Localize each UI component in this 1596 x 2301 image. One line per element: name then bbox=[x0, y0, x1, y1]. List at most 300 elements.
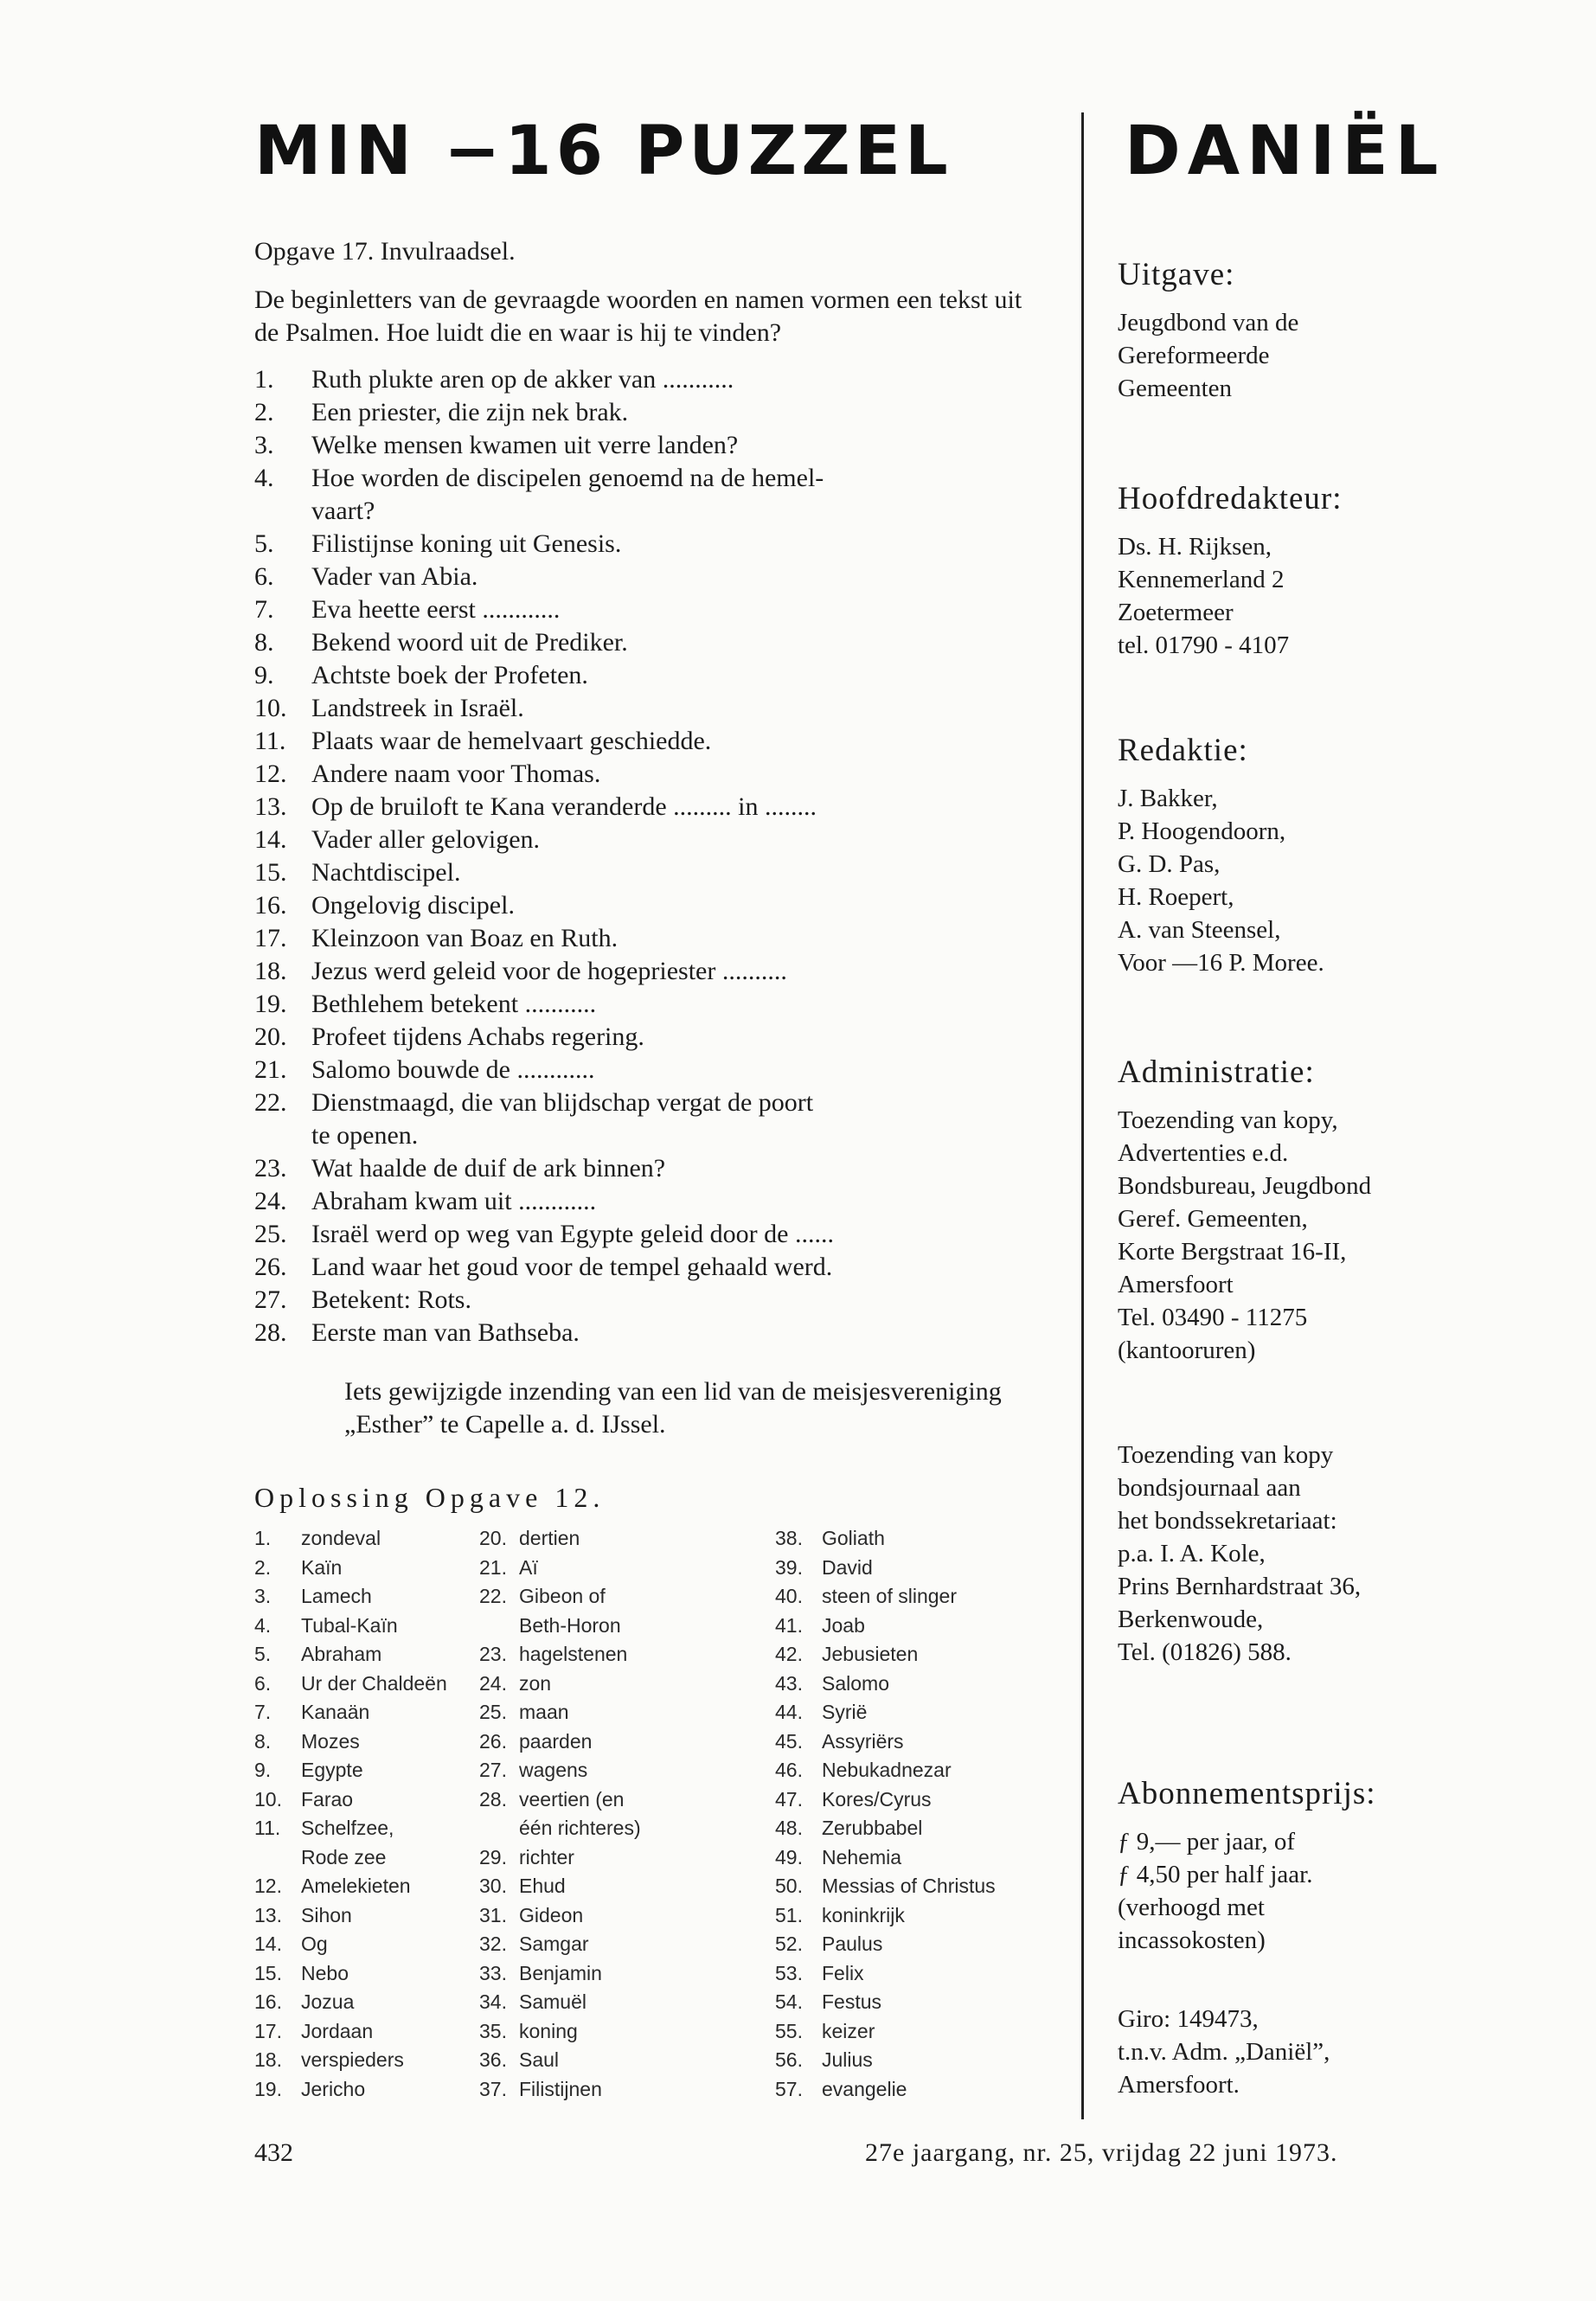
solution-number: 35. bbox=[479, 2019, 507, 2042]
question-number: 18. bbox=[254, 957, 287, 985]
solution-word: Tubal-Kaïn bbox=[301, 1613, 398, 1637]
question-number: 20. bbox=[254, 1022, 287, 1051]
question-item bbox=[254, 1021, 1043, 1054]
question-number: 13. bbox=[254, 792, 287, 821]
solution-word: Benjamin bbox=[519, 1961, 602, 1984]
question-text: Welke mensen kwamen uit verre landen? bbox=[311, 431, 739, 459]
solution-number: 32. bbox=[479, 1932, 507, 1955]
solution-word: Saul bbox=[519, 2048, 560, 2071]
giro-block bbox=[1118, 2003, 1481, 2101]
solution-word: keizer bbox=[822, 2019, 875, 2042]
solution-number: 23. bbox=[479, 1643, 507, 1665]
solution-number: 41. bbox=[775, 1613, 803, 1637]
uitgave-block bbox=[1118, 256, 1481, 405]
colophon-line: incassokosten) bbox=[1118, 1926, 1266, 1954]
colophon-line: ƒ 9,— per jaar, of bbox=[1118, 1828, 1295, 1856]
solution-word: Samgar bbox=[519, 1932, 589, 1955]
solution-item bbox=[775, 1670, 1069, 1699]
question-number: 4. bbox=[254, 464, 274, 492]
colophon-line: J. Bakker, bbox=[1118, 785, 1218, 812]
question-number: 27. bbox=[254, 1285, 287, 1314]
solution-number: 39. bbox=[775, 1555, 803, 1579]
solution-word: Syrië bbox=[822, 1701, 868, 1723]
solution-item bbox=[775, 1582, 1069, 1612]
solution-word: Og bbox=[301, 1932, 328, 1955]
question-number: 3. bbox=[254, 431, 274, 459]
solution-item bbox=[479, 1582, 773, 1612]
question-number: 22. bbox=[254, 1088, 287, 1117]
colophon-line: Geref. Gemeenten, bbox=[1118, 1205, 1308, 1233]
question-item bbox=[254, 528, 1043, 561]
solution-item bbox=[775, 1727, 1069, 1757]
question-number: 24. bbox=[254, 1187, 287, 1215]
solution-number: 27. bbox=[479, 1759, 507, 1781]
solution-word: richter bbox=[519, 1845, 574, 1868]
question-text: Vader aller gelovigen. bbox=[311, 825, 541, 854]
issue-info: 27e jaargang, nr. 25, vrijdag 22 juni 1973. bbox=[865, 2138, 1338, 2167]
solution-word: verspieders bbox=[301, 2048, 404, 2071]
question-number: 7. bbox=[254, 595, 274, 624]
solution-item bbox=[775, 1785, 1069, 1815]
question-text: Abraham kwam uit ............ bbox=[311, 1187, 597, 1215]
solution-word: Felix bbox=[822, 1961, 864, 1984]
solution-word: Paulus bbox=[822, 1932, 883, 1955]
colophon-line: P. Hoogendoorn, bbox=[1118, 817, 1286, 845]
question-item bbox=[254, 922, 1043, 955]
solution-number: 8. bbox=[254, 1729, 272, 1753]
colophon-line: A. van Steensel, bbox=[1118, 916, 1281, 944]
question-item bbox=[254, 725, 1043, 758]
solution-number: 34. bbox=[479, 1990, 507, 2013]
administratie-block bbox=[1118, 1054, 1481, 1367]
solution-number: 10. bbox=[254, 1787, 282, 1811]
solution-item bbox=[775, 1872, 1069, 1901]
solution-word: Festus bbox=[822, 1990, 882, 2013]
puzzle-intro: De beginletters van de gevraagde woorden en namen vormen een tekst uit de Psalmen. Hoe luidt die en waar is hij te vinden? bbox=[254, 285, 1022, 347]
solution-number: 30. bbox=[479, 1875, 507, 1897]
solution-number bbox=[479, 1612, 519, 1641]
question-number: 25. bbox=[254, 1220, 287, 1248]
question-list bbox=[254, 363, 1043, 1349]
solution-number: 20. bbox=[479, 1527, 507, 1549]
solution-item bbox=[479, 1930, 773, 1959]
solution-word: één richteres) bbox=[519, 1817, 641, 1839]
question-item bbox=[254, 955, 1043, 988]
question-item bbox=[254, 1152, 1043, 1185]
solution-word: Gibeon of bbox=[519, 1585, 606, 1607]
solution-number: 2. bbox=[254, 1555, 272, 1579]
solution-item bbox=[479, 1959, 773, 1989]
question-text: Betekent: Rots. bbox=[311, 1285, 471, 1314]
solution-number: 42. bbox=[775, 1643, 803, 1665]
solution-word: Gideon bbox=[519, 1903, 584, 1926]
solution-item bbox=[775, 1640, 1069, 1670]
question-item bbox=[254, 396, 1043, 429]
solution-word: hagelstenen bbox=[519, 1643, 628, 1665]
solution-item bbox=[775, 1612, 1069, 1641]
question-text: Filistijnse koning uit Genesis. bbox=[311, 529, 622, 558]
question-text: Jezus werd geleid voor de hogepriester .......... bbox=[311, 957, 787, 985]
solution-number: 31. bbox=[479, 1903, 507, 1926]
solution-number: 19. bbox=[254, 2077, 282, 2100]
page-number: 432 bbox=[254, 2138, 293, 2167]
solution-word: Abraham bbox=[301, 1643, 382, 1665]
solution-word: Kaïn bbox=[301, 1555, 343, 1579]
solution-number: 40. bbox=[775, 1585, 803, 1607]
solution-number: 53. bbox=[775, 1961, 803, 1984]
solution-word: Beth-Horon bbox=[519, 1613, 621, 1637]
question-text: Eerste man van Bathseba. bbox=[311, 1318, 580, 1347]
solution-number: 14. bbox=[254, 1932, 282, 1955]
solution-number: 56. bbox=[775, 2048, 803, 2071]
solution-word: Kanaän bbox=[301, 1701, 370, 1723]
solution-number: 51. bbox=[775, 1903, 803, 1926]
question-number: 2. bbox=[254, 398, 274, 426]
solution-item bbox=[479, 1988, 773, 2017]
question-item bbox=[254, 626, 1043, 659]
solution-word: koninkrijk bbox=[822, 1903, 905, 1926]
solution-item bbox=[479, 2046, 773, 2075]
solution-word: Salomo bbox=[822, 1671, 889, 1695]
question-text-continued: te openen. bbox=[311, 1121, 419, 1150]
question-text: Andere naam voor Thomas. bbox=[311, 760, 601, 788]
question-item bbox=[254, 758, 1043, 791]
colophon-line: Gemeenten bbox=[1118, 375, 1233, 402]
solution-item bbox=[775, 1554, 1069, 1583]
question-number: 23. bbox=[254, 1154, 287, 1183]
solution-item bbox=[775, 1698, 1069, 1727]
question-item bbox=[254, 1317, 1043, 1349]
colophon-line: H. Roepert, bbox=[1118, 883, 1234, 911]
question-text: Nachtdiscipel. bbox=[311, 858, 461, 887]
solution-number: 16. bbox=[254, 1990, 282, 2013]
question-item bbox=[254, 1054, 1043, 1086]
question-text: Ruth plukte aren op de akker van ........... bbox=[311, 365, 734, 394]
colophon-line: (kantooruren) bbox=[1118, 1336, 1256, 1364]
colophon-line: Prins Bernhardstraat 36, bbox=[1118, 1573, 1362, 1600]
colophon-line: Bondsbureau, Jeugdbond bbox=[1118, 1172, 1372, 1200]
question-text: Eva heette eerst ............ bbox=[311, 595, 561, 624]
question-item bbox=[254, 1086, 1043, 1152]
question-item bbox=[254, 791, 1043, 824]
solution-word: Ur der Chaldeën bbox=[301, 1671, 447, 1695]
puzzle-page-title: MIN −16 PUZZEL bbox=[254, 112, 952, 190]
solution-number: 49. bbox=[775, 1845, 803, 1868]
solution-word: steen of slinger bbox=[822, 1585, 957, 1607]
solution-word: Julius bbox=[822, 2048, 873, 2071]
solution-number: 9. bbox=[254, 1759, 272, 1781]
colophon-line: Ds. H. Rijksen, bbox=[1118, 533, 1272, 561]
question-text: Profeet tijdens Achabs regering. bbox=[311, 1022, 644, 1051]
solution-item bbox=[479, 1843, 773, 1873]
solution-item bbox=[479, 2075, 773, 2105]
question-item bbox=[254, 1218, 1043, 1251]
solution-item bbox=[775, 2017, 1069, 2047]
solution-item bbox=[479, 1814, 773, 1843]
question-number: 14. bbox=[254, 825, 287, 854]
solution-item bbox=[775, 1901, 1069, 1931]
solution-number: 17. bbox=[254, 2019, 282, 2042]
solution-word: zon bbox=[519, 1671, 552, 1695]
question-number: 17. bbox=[254, 924, 287, 952]
solution-item bbox=[775, 1756, 1069, 1785]
colophon-line: Korte Bergstraat 16-II, bbox=[1118, 1238, 1347, 1266]
colophon-line: Kennemerland 2 bbox=[1118, 566, 1285, 593]
colophon-line: Tel. (01826) 588. bbox=[1118, 1638, 1292, 1666]
question-number: 6. bbox=[254, 562, 274, 591]
solution-word: Goliath bbox=[822, 1527, 885, 1549]
solution-item bbox=[775, 1814, 1069, 1843]
question-number: 21. bbox=[254, 1055, 287, 1084]
solution-item bbox=[479, 1524, 773, 1554]
solution-word: Jebusieten bbox=[822, 1643, 919, 1665]
administratie-heading: Administratie: bbox=[1118, 1054, 1315, 1090]
solution-word: wagens bbox=[519, 1759, 588, 1781]
colophon-line: Voor —16 P. Moree. bbox=[1118, 949, 1324, 977]
question-number: 12. bbox=[254, 760, 287, 788]
question-number: 28. bbox=[254, 1318, 287, 1347]
question-item bbox=[254, 659, 1043, 692]
solution-number: 43. bbox=[775, 1671, 803, 1695]
solution-item bbox=[479, 1756, 773, 1785]
question-text: Bethlehem betekent ........... bbox=[311, 990, 597, 1018]
colophon-line: Zoetermeer bbox=[1118, 599, 1234, 626]
solution-word: Jozua bbox=[301, 1990, 355, 2013]
question-item bbox=[254, 889, 1043, 922]
solution-word: paarden bbox=[519, 1729, 593, 1753]
solution-number: 4. bbox=[254, 1613, 272, 1637]
colophon-line: Gereformeerde bbox=[1118, 342, 1270, 369]
solution-word: Ehud bbox=[519, 1875, 566, 1897]
solution-word: Filistijnen bbox=[519, 2077, 602, 2100]
uitgave-heading: Uitgave: bbox=[1118, 257, 1235, 292]
solution-word: Mozes bbox=[301, 1729, 360, 1753]
colophon-line: Berkenwoude, bbox=[1118, 1606, 1264, 1633]
solution-word: Schelfzee, bbox=[301, 1817, 394, 1839]
solution-word: dertien bbox=[519, 1527, 580, 1549]
solution-item bbox=[479, 1612, 773, 1641]
solution-number: 48. bbox=[775, 1817, 803, 1839]
question-text-continued: vaart? bbox=[311, 497, 375, 525]
solution-number: 6. bbox=[254, 1671, 272, 1695]
question-text: Wat haalde de duif de ark binnen? bbox=[311, 1154, 666, 1183]
question-number: 26. bbox=[254, 1253, 287, 1281]
question-text: Salomo bouwde de ............ bbox=[311, 1055, 595, 1084]
solution-number: 47. bbox=[775, 1787, 803, 1811]
colophon-line: Amersfoort. bbox=[1118, 2071, 1240, 2099]
solution-number: 45. bbox=[775, 1729, 803, 1753]
solution-number: 46. bbox=[775, 1759, 803, 1781]
solution-item bbox=[479, 1670, 773, 1699]
question-text: Ongelovig discipel. bbox=[311, 891, 515, 920]
solution-number: 28. bbox=[479, 1787, 507, 1811]
question-item bbox=[254, 1284, 1043, 1317]
solution-number: 18. bbox=[254, 2048, 282, 2071]
solution-number: 52. bbox=[775, 1932, 803, 1955]
solution-word: koning bbox=[519, 2019, 578, 2042]
solution-item bbox=[775, 1524, 1069, 1554]
question-text: Op de bruiloft te Kana veranderde ......... in ........ bbox=[311, 792, 817, 821]
colophon-line: ƒ 4,50 per half jaar. bbox=[1118, 1861, 1313, 1888]
colophon-line: tel. 01790 - 4107 bbox=[1118, 631, 1290, 659]
question-text: Een priester, die zijn nek brak. bbox=[311, 398, 629, 426]
colophon-line: p.a. I. A. Kole, bbox=[1118, 1540, 1266, 1567]
column-divider bbox=[1081, 112, 1084, 2119]
question-number: 16. bbox=[254, 891, 287, 920]
solution-word: Nebo bbox=[301, 1961, 349, 1984]
submission-note: Iets gewijzigde inzending van een lid van de meisjesvereniging „Esther” te Capelle a. d. IJssel. bbox=[344, 1377, 1002, 1439]
solution-number: 1. bbox=[254, 1527, 272, 1549]
solution-item bbox=[775, 1930, 1069, 1959]
question-item bbox=[254, 824, 1043, 856]
solution-number: 50. bbox=[775, 1875, 803, 1897]
hoofdredakteur-heading: Hoofdredakteur: bbox=[1118, 481, 1343, 516]
abonnement-lines bbox=[1118, 1825, 1481, 1957]
solution-word: Nebukadnezar bbox=[822, 1759, 952, 1781]
opgave-title: Opgave 17. Invulraadsel. bbox=[254, 237, 516, 266]
solution-item bbox=[479, 1785, 773, 1815]
question-text: Vader van Abia. bbox=[311, 562, 478, 591]
question-number: 8. bbox=[254, 628, 274, 657]
question-text: Achtste boek der Profeten. bbox=[311, 661, 588, 689]
colophon-line: Giro: 149473, bbox=[1118, 2005, 1259, 2033]
solution-word: Egypte bbox=[301, 1759, 363, 1781]
solution-number: 3. bbox=[254, 1585, 272, 1607]
solution-item bbox=[775, 1843, 1069, 1873]
redaktie-lines bbox=[1118, 782, 1481, 979]
colophon-line: Tel. 03490 - 11275 bbox=[1118, 1304, 1308, 1331]
administratie-lines bbox=[1118, 1104, 1481, 1367]
question-item bbox=[254, 593, 1043, 626]
solution-item bbox=[479, 2017, 773, 2047]
solution-number: 29. bbox=[479, 1845, 507, 1868]
solution-number: 44. bbox=[775, 1701, 803, 1723]
solution-number: 22. bbox=[479, 1585, 507, 1607]
solution-word: evangelie bbox=[822, 2077, 907, 2100]
question-item bbox=[254, 1185, 1043, 1218]
solution-number: 13. bbox=[254, 1903, 282, 1926]
question-number: 1. bbox=[254, 365, 274, 394]
question-item bbox=[254, 363, 1043, 396]
solution-item bbox=[479, 1698, 773, 1727]
question-text: Hoe worden de discipelen genoemd na de hemel- bbox=[311, 464, 824, 492]
colophon-line: Toezending van kopy, bbox=[1118, 1106, 1338, 1134]
question-text: Israël werd op weg van Egypte geleid door de ...... bbox=[311, 1220, 834, 1248]
solution-number: 21. bbox=[479, 1555, 507, 1579]
solution-word: Messias of Christus bbox=[822, 1875, 996, 1897]
colophon-line: Jeugdbond van de bbox=[1118, 309, 1299, 336]
solution-item bbox=[479, 1901, 773, 1931]
colophon-line: het bondssekretariaat: bbox=[1118, 1507, 1337, 1535]
solution-word: Jordaan bbox=[301, 2019, 374, 2042]
solution-number: 54. bbox=[775, 1990, 803, 2013]
question-text: Bekend woord uit de Prediker. bbox=[311, 628, 628, 657]
solution-item bbox=[479, 1727, 773, 1757]
question-item bbox=[254, 462, 1043, 528]
colophon-line: Advertenties e.d. bbox=[1118, 1139, 1289, 1167]
solution-word: Kores/Cyrus bbox=[822, 1787, 932, 1811]
solution-number: 37. bbox=[479, 2077, 507, 2100]
solution-number: 55. bbox=[775, 2019, 803, 2042]
question-item bbox=[254, 692, 1043, 725]
colophon-line: Toezending van kopy bbox=[1118, 1441, 1334, 1469]
solution-word: maan bbox=[519, 1701, 569, 1723]
question-text: Landstreek in Israël. bbox=[311, 694, 524, 722]
solution-number: 5. bbox=[254, 1643, 272, 1665]
solution-number: 57. bbox=[775, 2077, 803, 2100]
solution-item bbox=[479, 1640, 773, 1670]
question-text: Dienstmaagd, die van blijdschap vergat de poort bbox=[311, 1088, 814, 1117]
solution-title: Oplossing Opgave 12. bbox=[254, 1482, 606, 1513]
question-item bbox=[254, 988, 1043, 1021]
solution-number bbox=[479, 1814, 519, 1843]
hoofdredakteur-lines bbox=[1118, 530, 1481, 662]
solution-number: 11. bbox=[254, 1817, 281, 1839]
solution-word: Jericho bbox=[301, 2077, 366, 2100]
hoofdredakteur-block bbox=[1118, 480, 1481, 662]
solution-word: Rode zee bbox=[301, 1845, 387, 1868]
colophon-line: bondsjournaal aan bbox=[1118, 1474, 1301, 1502]
kopy-lines bbox=[1118, 1439, 1481, 1669]
question-number: 5. bbox=[254, 529, 274, 558]
colophon-line: t.n.v. Adm. „Daniël”, bbox=[1118, 2038, 1330, 2066]
question-text: Land waar het goud voor de tempel gehaald werd. bbox=[311, 1253, 833, 1281]
question-text: Plaats waar de hemelvaart geschiedde. bbox=[311, 727, 712, 755]
question-item bbox=[254, 561, 1043, 593]
question-number: 19. bbox=[254, 990, 287, 1018]
solution-word: Assyriërs bbox=[822, 1729, 904, 1753]
uitgave-lines bbox=[1118, 306, 1481, 405]
solution-word: Joab bbox=[822, 1613, 865, 1637]
solution-word: David bbox=[822, 1555, 873, 1579]
solution-word: Nehemia bbox=[822, 1845, 902, 1868]
redaktie-block bbox=[1118, 732, 1481, 979]
solution-item bbox=[775, 2046, 1069, 2075]
solution-word: Aï bbox=[519, 1555, 538, 1579]
solution-word: veertien (en bbox=[519, 1787, 625, 1811]
question-item bbox=[254, 856, 1043, 889]
giro-lines bbox=[1118, 2003, 1481, 2101]
solution-item bbox=[479, 1554, 773, 1583]
solution-word: Farao bbox=[301, 1787, 354, 1811]
solution-word: Amelekieten bbox=[301, 1875, 411, 1897]
solution-word: Sihon bbox=[301, 1903, 352, 1926]
question-item bbox=[254, 429, 1043, 462]
question-number: 11. bbox=[254, 727, 286, 755]
question-item bbox=[254, 1251, 1043, 1284]
redaktie-heading: Redaktie: bbox=[1118, 733, 1248, 768]
puzzle-column bbox=[254, 235, 1043, 1514]
question-number: 9. bbox=[254, 661, 274, 689]
magazine-title: DANIËL bbox=[1125, 112, 1445, 190]
abonnement-heading: Abonnementsprijs: bbox=[1118, 1776, 1376, 1811]
solution-item bbox=[775, 1959, 1069, 1989]
colophon-line: Amersfoort bbox=[1118, 1271, 1234, 1298]
question-number: 10. bbox=[254, 694, 287, 722]
colophon-line: G. D. Pas, bbox=[1118, 850, 1221, 878]
solution-number: 25. bbox=[479, 1701, 507, 1723]
solution-number: 15. bbox=[254, 1961, 282, 1984]
question-text: Kleinzoon van Boaz en Ruth. bbox=[311, 924, 619, 952]
solution-item bbox=[479, 1872, 773, 1901]
solution-item bbox=[775, 1988, 1069, 2017]
kopy-block bbox=[1118, 1439, 1481, 1669]
solution-number: 26. bbox=[479, 1729, 507, 1753]
solution-number: 36. bbox=[479, 2048, 507, 2071]
solution-word: Lamech bbox=[301, 1585, 372, 1607]
solution-item bbox=[775, 2075, 1069, 2105]
solution-column-3 bbox=[775, 1524, 1069, 2104]
